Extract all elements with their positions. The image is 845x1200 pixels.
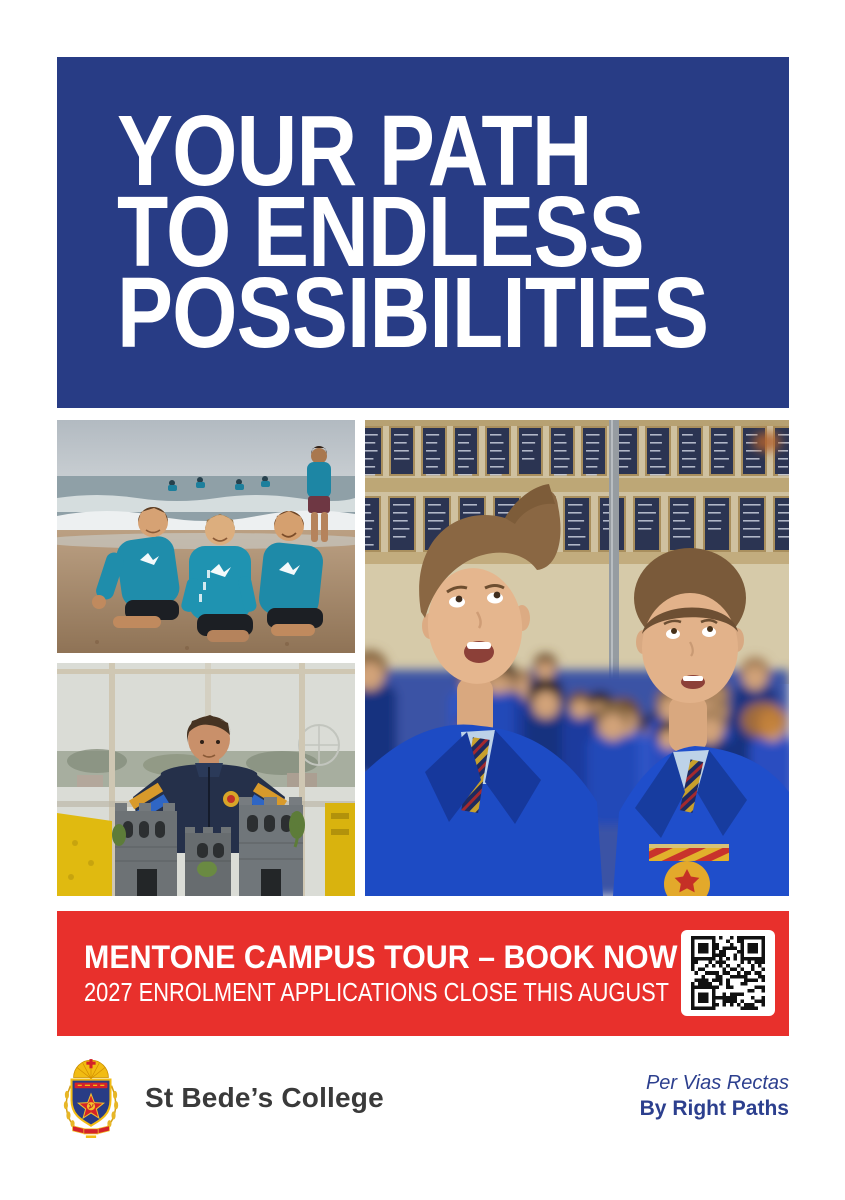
cta-headline: MENTONE CAMPUS TOUR – BOOK NOW (84, 939, 678, 975)
hero-title-line-2: TO ENDLESS (117, 176, 644, 288)
assembly-photo-illustration (365, 420, 789, 896)
college-name: St Bede’s College (145, 1082, 384, 1113)
castle-photo (57, 663, 355, 896)
hero-title (117, 95, 789, 369)
castle-photo-illustration (57, 663, 355, 896)
cta-subheadline: 2027 ENROLMENT APPLICATIONS CLOSE THIS AUGUST (84, 977, 670, 1007)
hero-title-line-1: YOUR PATH (117, 95, 592, 207)
motto-english: By Right Paths (639, 1097, 789, 1120)
motto-latin: Per Vias Rectas (645, 1072, 789, 1094)
beach-photo-illustration (57, 420, 355, 653)
hero-title-line-3: POSSIBILITIES (117, 257, 709, 369)
beach-photo (57, 420, 355, 653)
assembly-photo (365, 420, 789, 896)
college-crest-logo (55, 1056, 127, 1138)
cta-banner (57, 911, 789, 1036)
footer (0, 1036, 845, 1200)
motto (640, 1070, 789, 1122)
hero-banner (57, 57, 789, 408)
qr-code[interactable] (681, 930, 775, 1016)
